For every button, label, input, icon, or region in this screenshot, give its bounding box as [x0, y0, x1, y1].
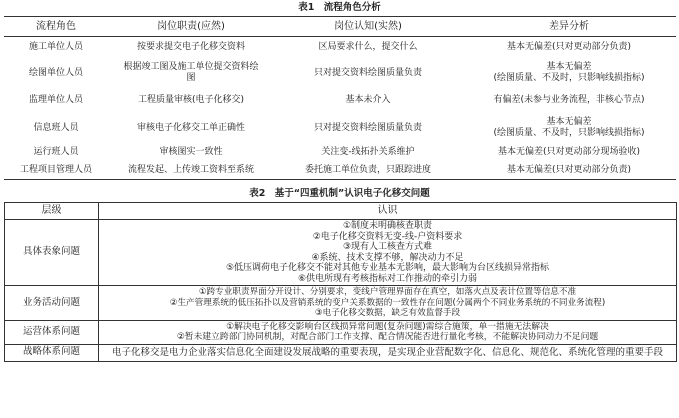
table2-row — [5, 286, 677, 321]
table1-diff-line: (绘图质量、不及时，只影响线损指标) — [493, 73, 645, 83]
table2-row — [5, 320, 677, 344]
table1-duty-cell: 审核图实一致性 — [159, 147, 223, 157]
table2-level-cell: 具体表象问题 — [5, 220, 99, 286]
table1-header-duty: 岗位职责(应然) — [108, 17, 274, 37]
table2-line: ②电子化移交资料无变-线-户资料要求 — [312, 231, 463, 242]
table2-line: ②生产管理系统的低压拓扑以及营销系统的变户关系数据的一致性存在问题(分属两个不同业务系统的不同业务流程) — [169, 297, 606, 308]
table1-row — [4, 58, 676, 89]
table1-header-diff: 差异分析 — [462, 17, 676, 37]
table2-content-cell — [99, 344, 677, 361]
table1-cognition-cell: 基本未介入 — [345, 95, 391, 105]
table2-label: 表2 — [249, 188, 266, 199]
table2-line: ①制度未明确核查职责 — [342, 221, 433, 231]
table2-line: ②暂未建立跨部门协同机制，对配合部门工作支撑、配合情况能否进行量化考核，不能解决协同动力不足问题 — [176, 332, 599, 342]
table1-diff-cell — [462, 162, 676, 180]
table1-duty-cell: 工程质量审核(电子化移交) — [137, 95, 245, 105]
table1-duty-cell: 审核电子化移交工单正确性 — [136, 122, 245, 133]
table1-duty-cell: 流程发起、上传竣工资料至系统 — [108, 162, 274, 180]
table1-role-cell: 监理单位人员 — [28, 95, 83, 105]
table1-diff-line: 基本无偏差(只对更动部分负责) — [506, 164, 632, 175]
table2-line: ③现有人工核查方式难 — [342, 242, 433, 252]
table1-cognition-cell: 只对提交资料绘图质量负责 — [313, 122, 422, 133]
table1-cognition-cell: 委托施工单位负责，只跟踪进度 — [274, 162, 462, 180]
table2-title: 基于“四重机制”认识电子化移交问题 — [274, 188, 430, 199]
table1-diff-line: (绘图质量、不及时，只影响线损指标) — [493, 128, 645, 138]
table1-row — [4, 162, 676, 180]
table1-diff-cell — [462, 144, 676, 162]
table1-diff-line: 基本无偏差 — [546, 62, 592, 72]
table2-content-cell — [99, 220, 677, 286]
table2-line: ③电子化移交数据，缺乏有效监督手段 — [314, 308, 461, 318]
table1-row — [4, 89, 676, 113]
table1-diff-line: 有偏差(未参与业务流程，非核心节点) — [493, 95, 645, 105]
table1-role-cell: 绘图单位人员 — [28, 67, 83, 78]
table2-line: ⑥供电所现有考核指标对工作推动的牵引力弱 — [297, 273, 478, 284]
table2-header-level: 层级 — [5, 203, 99, 220]
table1-cognition-cell: 只对提交资料绘图质量负责 — [313, 67, 422, 78]
table2-level-cell: 战略体系问题 — [5, 344, 99, 361]
table1-cognition-cell: 关注变-线拓扑关系维护 — [321, 147, 415, 157]
table2-line: ①跨专业职责界面分开设计、分别要求，变线户管理界面存在真空，如落火点及表计位置等信息不准 — [198, 287, 577, 297]
table1-duty-cell: 根据竣工图及施工单位提交资料绘图 — [123, 62, 259, 83]
table1-role-cell: 施工单位人员 — [28, 41, 83, 52]
table1-diff-cell — [462, 58, 676, 89]
table2-content-cell — [99, 320, 677, 344]
table1-row — [4, 37, 676, 58]
table1-role-cell: 工程项目管理人员 — [4, 162, 108, 180]
table1-diff-line: 基本无偏差(只对更动部分现场验收) — [497, 147, 641, 157]
table1-duty-cell: 按要求提交电子化移交资料 — [136, 41, 245, 52]
table1-label: 表1 — [298, 2, 315, 13]
table2-header-row — [5, 203, 677, 220]
table2-row — [5, 344, 677, 361]
table2-content-cell — [99, 286, 677, 321]
table2-level-cell: 业务活动问题 — [5, 286, 99, 321]
role-analysis-table — [4, 16, 676, 180]
table1-diff-line: 基本无偏差 — [546, 117, 592, 127]
table1-header-cognition: 岗位认知(实然) — [274, 17, 462, 37]
table2-line: 电子化移交是电力企业落实信息化全面建设发展战略的重要表现，是实现企业营配数字化、信息化、规范化、系统化管理的重要手段 — [111, 346, 663, 358]
table2-level-cell: 运营体系问题 — [5, 320, 99, 344]
table1-diff-cell — [462, 37, 676, 58]
table2-row — [5, 220, 677, 286]
table1-row — [4, 144, 676, 162]
table1-caption — [0, 0, 679, 16]
table2-line: ①解决电子化移交影响台区线损异常问题(复杂问题)需综合施策，单一措施无法解决 — [226, 321, 549, 332]
table2-line: ⑤低压调荷电子化移交不能对其他专业基本无影响，最大影响为台区线损异常指标 — [225, 263, 550, 273]
four-mechanism-table — [4, 202, 677, 362]
table1-diff-cell — [462, 89, 676, 113]
table1-role-cell: 信息班人员 — [33, 122, 79, 133]
table1-header-row — [4, 17, 676, 37]
table1-row — [4, 113, 676, 144]
table1-title: 流程角色分析 — [323, 2, 381, 13]
table1-cognition-cell: 区局要求什么，提交什么 — [318, 41, 418, 52]
table2-line: ④系统、技术支撑不够，解决动力不足 — [311, 252, 464, 263]
table2-header-cognition: 认识 — [99, 203, 677, 220]
table1-diff-line: 基本无偏差(只对更动部分负责) — [506, 41, 632, 52]
table1-header-role: 流程角色 — [4, 17, 108, 37]
table1-role-cell: 运行班人员 — [33, 147, 79, 157]
table2-caption — [0, 186, 679, 202]
table1-diff-cell — [462, 113, 676, 144]
